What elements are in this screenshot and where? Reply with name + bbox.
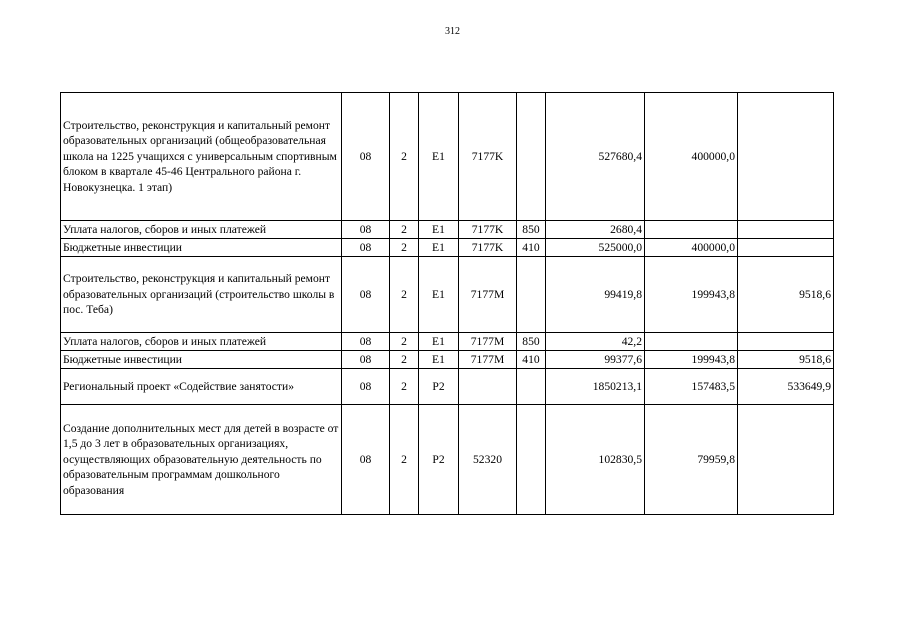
- amount-3: [738, 221, 834, 239]
- program-code: E1: [419, 239, 459, 257]
- amount-1: 42,2: [546, 333, 645, 351]
- row-name: Уплата налогов, сборов и иных платежей: [61, 221, 342, 239]
- expense-type-code: 850: [517, 221, 546, 239]
- article-code: 7177M: [459, 333, 517, 351]
- row-name: Региональный проект «Содействие занятости»: [61, 369, 342, 405]
- amount-3: 9518,6: [738, 351, 834, 369]
- amount-3: [738, 333, 834, 351]
- amount-1: 99419,8: [546, 257, 645, 333]
- section-code: 08: [342, 221, 390, 239]
- article-code: [459, 369, 517, 405]
- row-name: Бюджетные инвестиции: [61, 351, 342, 369]
- expense-type-code: [517, 257, 546, 333]
- subsection-code: 2: [390, 369, 419, 405]
- subsection-code: 2: [390, 333, 419, 351]
- amount-3: [738, 239, 834, 257]
- program-code: E1: [419, 333, 459, 351]
- row-name: Бюджетные инвестиции: [61, 239, 342, 257]
- section-code: 08: [342, 369, 390, 405]
- article-code: 7177K: [459, 221, 517, 239]
- section-code: 08: [342, 257, 390, 333]
- section-code: 08: [342, 405, 390, 515]
- amount-3: [738, 405, 834, 515]
- subsection-code: 2: [390, 257, 419, 333]
- program-code: P2: [419, 405, 459, 515]
- amount-1: 2680,4: [546, 221, 645, 239]
- program-code: E1: [419, 93, 459, 221]
- amount-1: 527680,4: [546, 93, 645, 221]
- subsection-code: 2: [390, 221, 419, 239]
- amount-2: 400000,0: [645, 93, 738, 221]
- row-name: Строительство, реконструкция и капитальный ремонт образовательных организаций (строительство школы в пос. Теба): [61, 257, 342, 333]
- amount-2: 199943,8: [645, 257, 738, 333]
- amount-1: 1850213,1: [546, 369, 645, 405]
- program-code: P2: [419, 369, 459, 405]
- amount-3: [738, 93, 834, 221]
- row-name: Создание дополнительных мест для детей в возрасте от 1,5 до 3 лет в образовательных организациях, осуществляющих образовательную деятельность по образовательным программам дошкольного образования: [61, 405, 342, 515]
- subsection-code: 2: [390, 93, 419, 221]
- expense-type-code: [517, 405, 546, 515]
- expense-type-code: 850: [517, 333, 546, 351]
- article-code: 7177M: [459, 351, 517, 369]
- budget-table: [60, 92, 834, 515]
- table-row: [61, 405, 834, 515]
- table-row: [61, 333, 834, 351]
- subsection-code: 2: [390, 351, 419, 369]
- amount-3: 533649,9: [738, 369, 834, 405]
- row-name: Уплата налогов, сборов и иных платежей: [61, 333, 342, 351]
- expense-type-code: [517, 369, 546, 405]
- article-code: 52320: [459, 405, 517, 515]
- section-code: 08: [342, 351, 390, 369]
- program-code: E1: [419, 351, 459, 369]
- article-code: 7177K: [459, 93, 517, 221]
- section-code: 08: [342, 93, 390, 221]
- article-code: 7177M: [459, 257, 517, 333]
- program-code: E1: [419, 257, 459, 333]
- row-name: Строительство, реконструкция и капитальный ремонт образовательных организаций (общеобразовательная школа на 1225 учащихся с универсальным спортивным блоком в квартале 45-46 Центрального района г. Новокузнецка. 1 этап): [61, 93, 342, 221]
- subsection-code: 2: [390, 405, 419, 515]
- amount-1: 99377,6: [546, 351, 645, 369]
- table-row: [61, 221, 834, 239]
- amount-2: [645, 221, 738, 239]
- amount-2: 79959,8: [645, 405, 738, 515]
- amount-2: 400000,0: [645, 239, 738, 257]
- expense-type-code: [517, 93, 546, 221]
- table-row: [61, 93, 834, 221]
- article-code: 7177K: [459, 239, 517, 257]
- page-number: 312: [445, 26, 460, 37]
- amount-2: 157483,5: [645, 369, 738, 405]
- amount-2: [645, 333, 738, 351]
- table-row: [61, 351, 834, 369]
- expense-type-code: 410: [517, 239, 546, 257]
- section-code: 08: [342, 333, 390, 351]
- table-row: [61, 239, 834, 257]
- amount-2: 199943,8: [645, 351, 738, 369]
- section-code: 08: [342, 239, 390, 257]
- table-row: [61, 257, 834, 333]
- table-row: [61, 369, 834, 405]
- expense-type-code: 410: [517, 351, 546, 369]
- amount-1: 525000,0: [546, 239, 645, 257]
- subsection-code: 2: [390, 239, 419, 257]
- amount-3: 9518,6: [738, 257, 834, 333]
- amount-1: 102830,5: [546, 405, 645, 515]
- program-code: E1: [419, 221, 459, 239]
